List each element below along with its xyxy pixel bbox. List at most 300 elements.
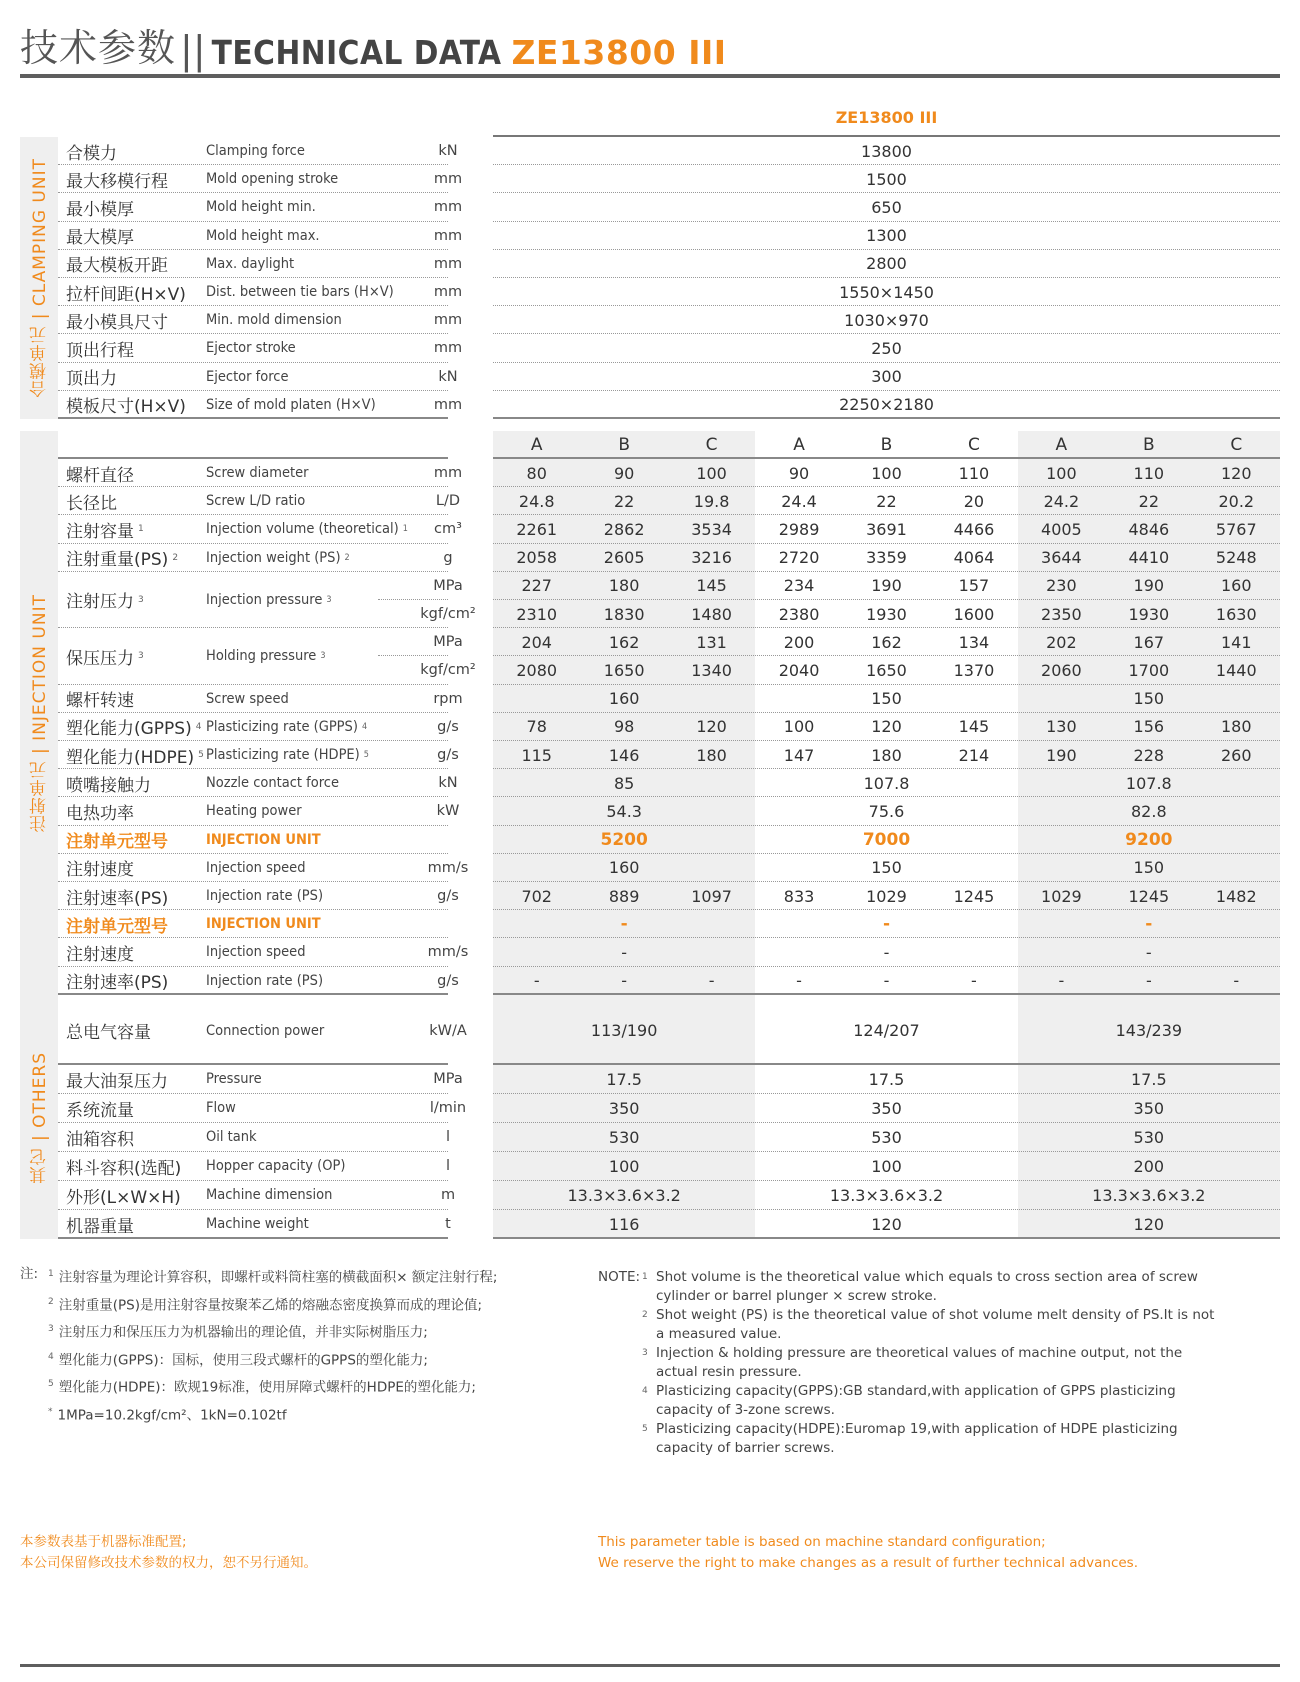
note-en-item [642, 1268, 1282, 1306]
row-unit: mm [433, 227, 463, 244]
row-label-zh-text: 最小模厚 [66, 199, 134, 220]
row-value: 2720 [778, 548, 820, 568]
screw-header: B [1142, 435, 1155, 455]
row-value: 200 [783, 632, 815, 652]
row-label-zh-text: 塑化能力(GPPS) [66, 719, 192, 740]
injection-row [58, 826, 1280, 854]
row-value: 120 [1133, 1214, 1165, 1234]
row-value: 1480 [691, 604, 732, 624]
footnote-ref: 5 [363, 750, 369, 761]
row-label-en [206, 769, 339, 797]
row-value: 833 [783, 886, 815, 906]
row-value: 2060 [1041, 660, 1082, 680]
row-label-en [206, 222, 320, 250]
note-number: 1 [642, 1272, 648, 1282]
section-label-clamping [20, 137, 58, 419]
row-value: 20.2 [1218, 491, 1255, 511]
row-label-en [206, 1210, 309, 1239]
row-unit: mm/s [427, 944, 469, 961]
note-zh-item [48, 1317, 608, 1345]
row-unit: t [445, 1216, 451, 1233]
row-label-en [206, 250, 294, 278]
clamping-row [58, 222, 1280, 250]
note-line: actual resin pressure. [656, 1364, 802, 1380]
injection-row [58, 882, 1280, 910]
note-number: 1 [48, 1269, 54, 1279]
note-number: 3 [48, 1324, 54, 1334]
others-row [58, 1152, 1280, 1181]
row-label-en [206, 713, 367, 741]
note-number: * [48, 1406, 53, 1417]
injection-row [58, 797, 1280, 825]
row-value: 54.3 [606, 801, 642, 821]
section-label-injection-text: 注射单元 | INJECTION UNIT [29, 593, 50, 833]
row-label-zh-text: 最大模厚 [66, 228, 134, 249]
row-label-en [206, 797, 302, 825]
row-unit: kN [438, 775, 458, 792]
row-label-en-text: Plasticizing rate (HDPE) [206, 747, 360, 764]
row-value: 147 [783, 745, 815, 765]
others-row [58, 1094, 1280, 1123]
injection-row [58, 544, 1280, 572]
row-unit: kW/A [429, 1022, 467, 1039]
row-label-zh [66, 628, 144, 684]
row-value: - [533, 971, 540, 991]
row-value: 1440 [1215, 660, 1257, 680]
row-value: - [1145, 914, 1153, 935]
row-value: 157 [958, 576, 990, 596]
row-label-zh-text: 注射单元型号 [66, 916, 168, 937]
row-unit: kN [438, 143, 458, 160]
title-zh: 技术参数 [20, 26, 177, 70]
row-value: 2040 [778, 660, 820, 680]
note-number: 3 [642, 1348, 648, 1358]
row-unit: m [440, 1187, 456, 1204]
clamping-row [58, 250, 1280, 278]
row-label-zh [66, 741, 204, 769]
injection-row [58, 938, 1280, 966]
screw-header: C [968, 435, 980, 455]
row-value: - [621, 971, 628, 991]
note-number: 5 [642, 1424, 648, 1434]
row-value: 100 [783, 717, 815, 737]
row-label-en [206, 997, 324, 1065]
row-value: - [1058, 971, 1065, 991]
row-label-en-text: Injection speed [206, 859, 306, 876]
row-label-en-text: Connection power [206, 1022, 325, 1039]
row-unit: MPa [433, 577, 463, 594]
screw-header: A [1055, 435, 1068, 455]
injection-row [58, 628, 1280, 684]
row-label-en [206, 334, 296, 362]
others-row [58, 1123, 1280, 1152]
footnote-ref: 1 [138, 524, 144, 535]
row-value: 2380 [778, 604, 820, 624]
row-label-en-text: Plasticizing rate (GPPS) [206, 718, 358, 735]
row-label-zh-text: 注射单元型号 [66, 832, 168, 853]
footnote-ref: 2 [172, 552, 179, 563]
row-label-zh-text: 螺杆直径 [66, 465, 134, 486]
row-value: 4410 [1128, 548, 1170, 568]
row-label-zh-text: 机器重量 [66, 1216, 134, 1237]
row-value: 702 [521, 886, 552, 906]
row-value: 160 [608, 689, 640, 709]
note-text: 塑化能力(GPPS)：国标，使用三段式螺杆的GPPS的塑化能力; [58, 1352, 428, 1368]
row-value: 2080 [516, 660, 558, 680]
row-label-zh [66, 137, 117, 165]
row-label-zh-text: 模板尺寸(H×V) [66, 397, 186, 418]
row-label-zh [66, 910, 168, 938]
row-value: 2605 [603, 548, 645, 568]
row-label-zh-text: 最大模板开距 [66, 256, 168, 277]
row-label-zh [66, 797, 134, 825]
row-value: 180 [871, 745, 902, 765]
row-unit: mm [433, 284, 463, 301]
note-line: Shot volume is the theoretical value which equals to cross section area of screw [656, 1269, 1198, 1285]
row-label-zh [66, 1094, 134, 1123]
note-line: cylinder or barrel plunger × screw stroke. [656, 1288, 937, 1304]
row-label-zh-text: 顶出行程 [66, 340, 134, 361]
row-label-zh-text: 注射容量 [66, 521, 134, 542]
note-line: a measured value. [656, 1326, 782, 1342]
row-value: 1650 [603, 660, 645, 680]
row-value: - [708, 971, 715, 991]
row-label-zh [66, 222, 134, 250]
injection-row [58, 854, 1280, 882]
row-label-en [206, 1123, 257, 1152]
row-value: 250 [871, 338, 902, 358]
row-label-zh [66, 854, 134, 882]
injection-row [58, 487, 1280, 515]
section-gap [20, 419, 58, 431]
bottom-rule [20, 1664, 1280, 1667]
row-label-zh [66, 459, 134, 487]
row-label-en-text: Max. daylight [206, 255, 295, 272]
row-label-zh-text: 料斗容积(选配) [66, 1158, 182, 1179]
row-value: - [621, 942, 628, 962]
row-value: 2989 [778, 519, 820, 539]
clamping-row [58, 278, 1280, 306]
row-label-en-text: Nozzle contact force [206, 775, 339, 792]
footnote-ref: 3 [326, 594, 332, 605]
screw-header-row [58, 431, 1280, 459]
note-line: capacity of barrier screws. [656, 1440, 835, 1456]
row-value: 190 [871, 576, 902, 596]
row-value: 145 [958, 717, 990, 737]
row-value: 7000 [862, 829, 911, 850]
clamping-row [58, 306, 1280, 334]
row-label-en-text: Screw diameter [206, 465, 309, 482]
row-label-en [206, 544, 350, 572]
row-label-en-text: Machine dimension [206, 1187, 333, 1204]
notes-zh-label: 注: [20, 1266, 39, 1282]
row-rule-label [58, 993, 448, 995]
row-value: 120 [871, 1214, 902, 1234]
row-value: 1029 [866, 886, 907, 906]
row-label-en-text: Screw speed [206, 690, 289, 707]
row-value: 24.8 [518, 491, 555, 511]
section-label-injection [20, 431, 58, 995]
row-label-zh-text: 注射速率(PS) [66, 888, 169, 909]
row-label-en [206, 628, 325, 684]
row-value: 90 [613, 463, 635, 483]
row-label-en-text: Mold opening stroke [206, 171, 339, 188]
row-label-en-text: Clamping force [206, 143, 305, 160]
note-zh-item [48, 1262, 608, 1290]
row-label-en-text: Injection volume (theoretical) [206, 521, 399, 538]
section-label-others [20, 997, 58, 1239]
title-en: TECHNICAL DATA [211, 33, 502, 72]
row-unit: L/D [435, 493, 461, 510]
row-value: 228 [1133, 745, 1165, 765]
row-label-en [206, 487, 305, 515]
row-value: 90 [788, 463, 810, 483]
row-label-zh-text: 系统流量 [66, 1100, 134, 1121]
footnote-ref: 3 [320, 651, 326, 662]
note-en-item [642, 1344, 1282, 1382]
row-value: 200 [1133, 1156, 1165, 1176]
row-label-en-text: Injection pressure [206, 591, 323, 608]
row-value: 1340 [691, 660, 732, 680]
row-value: 180 [1220, 717, 1252, 737]
row-value: 13.3×3.6×3.2 [567, 1185, 681, 1205]
row-value: 160 [1220, 576, 1252, 596]
row-label-en [206, 459, 308, 487]
footer-zh-line-1: 本参数表基于机器标准配置; [20, 1534, 187, 1550]
row-value: 4064 [953, 548, 995, 568]
row-value: 889 [608, 886, 640, 906]
row-label-en-text: Screw L/D ratio [206, 493, 306, 510]
row-label-zh [66, 193, 134, 221]
row-value: 24.4 [781, 491, 817, 511]
row-label-en-text: Ejector force [206, 368, 289, 385]
row-value: 227 [521, 576, 552, 596]
row-value: 131 [696, 632, 727, 652]
row-label-en [206, 741, 369, 769]
note-text: 塑化能力(HDPE)：欧规19标准，使用屏障式螺杆的HDPE的塑化能力; [58, 1379, 476, 1396]
row-label-zh-text: 螺杆转速 [66, 691, 134, 712]
row-label-en [206, 193, 316, 221]
row-value: 5767 [1215, 519, 1257, 539]
row-value: 190 [1046, 745, 1077, 765]
row-value: 17.5 [868, 1069, 905, 1089]
row-unit [413, 826, 483, 854]
footnote-ref: 5 [198, 750, 204, 761]
note-en-item [642, 1420, 1282, 1458]
row-value: - [882, 914, 891, 935]
row-label-zh [66, 769, 151, 797]
row-value: 100 [608, 1156, 640, 1176]
row-label-zh-text: 长径比 [66, 493, 117, 514]
row-value: 234 [783, 576, 815, 596]
row-value: - [971, 971, 977, 991]
screw-header: A [530, 435, 543, 455]
row-label-en-text: INJECTION UNIT [206, 831, 321, 848]
note-line: capacity of 3-zone screws. [656, 1402, 835, 1418]
note-number: 2 [48, 1296, 54, 1307]
screw-header: A [793, 435, 805, 455]
row-label-en-text: Injection rate (PS) [206, 972, 324, 989]
row-label-zh-text: 塑化能力(HDPE) [66, 747, 195, 768]
row-unit: mm [433, 340, 463, 357]
row-value: 156 [1133, 717, 1165, 737]
row-label-zh [66, 882, 168, 910]
footnote-ref: 2 [344, 552, 350, 563]
row-value: 1550×1450 [839, 282, 934, 302]
row-rule-values [493, 655, 1280, 656]
note-line: Plasticizing capacity(HDPE):Euromap 19,with application of HDPE plasticizing [656, 1421, 1178, 1437]
row-value: 300 [871, 367, 902, 387]
row-label-en [206, 1152, 345, 1181]
row-label-zh [66, 997, 151, 1065]
row-value: 2862 [603, 519, 645, 539]
note-number: 4 [642, 1386, 648, 1396]
row-label-en-text: Mold height max. [206, 227, 320, 244]
unit-rule [378, 599, 448, 600]
row-value: 530 [871, 1127, 902, 1147]
clamping-row [58, 363, 1280, 391]
row-value: 143/239 [1115, 1021, 1183, 1041]
row-unit: rpm [433, 690, 463, 707]
row-value: - [1233, 971, 1240, 991]
row-label-en [206, 967, 323, 995]
row-unit [413, 910, 483, 938]
row-label-zh [66, 306, 168, 334]
row-label-zh [66, 967, 168, 995]
row-value: 150 [871, 858, 902, 878]
clamping-row [58, 137, 1280, 165]
row-label-en [206, 137, 305, 165]
row-value: 1700 [1128, 660, 1170, 680]
footer-zh [20, 1532, 317, 1574]
note-text: 1MPa=10.2kgf/cm²、1kN=0.102tf [57, 1407, 287, 1423]
row-value: 17.5 [1131, 1069, 1167, 1089]
row-value: 162 [871, 632, 902, 652]
row-value: 82.8 [1131, 801, 1167, 821]
footnote-ref: 3 [138, 594, 144, 605]
row-unit: mm [433, 199, 463, 216]
row-unit: l [445, 1129, 451, 1146]
row-label-en [206, 572, 332, 628]
row-unit: g/s [437, 972, 459, 989]
injection-row [58, 572, 1280, 628]
row-value: 3534 [691, 519, 732, 539]
row-value: 22 [613, 491, 635, 511]
row-label-zh [66, 685, 134, 713]
row-rule-values [493, 1237, 1280, 1239]
row-label-zh [66, 1065, 168, 1094]
footnote-ref: 4 [361, 721, 368, 732]
row-label-en-text: Pressure [206, 1071, 262, 1088]
note-line: Plasticizing capacity(GPPS):GB standard,with application of GPPS plasticizing [656, 1383, 1176, 1399]
row-rule-label [58, 417, 448, 419]
row-value: 13.3×3.6×3.2 [1092, 1185, 1206, 1205]
row-value: 530 [608, 1127, 640, 1147]
model-column-header: ZE13800 III [835, 108, 938, 127]
row-value: 3691 [866, 519, 907, 539]
row-value: 3359 [866, 548, 907, 568]
row-label-en [206, 854, 306, 882]
row-label-zh-text: 最大油泵压力 [66, 1071, 168, 1092]
row-label-en-text: Injection weight (PS) [206, 549, 341, 566]
clamping-row [58, 193, 1280, 221]
row-value: 146 [608, 745, 640, 765]
row-value: 180 [608, 576, 640, 596]
row-label-en [206, 391, 376, 419]
row-value: 110 [1133, 463, 1165, 483]
screw-header: C [705, 435, 718, 455]
row-label-en-text: Flow [206, 1100, 236, 1117]
footer-en [598, 1532, 1138, 1574]
note-text: 注射重量(PS)是用注射容量按聚苯乙烯的熔融态密度换算而成的理论值; [58, 1297, 483, 1313]
row-label-en [206, 1181, 332, 1210]
row-value: - [1145, 942, 1152, 962]
row-value: 19.8 [693, 491, 730, 511]
row-label-zh-text: 外形(L×W×H) [66, 1187, 181, 1208]
row-value: 4846 [1128, 519, 1170, 539]
row-value: 1600 [953, 604, 995, 624]
row-label-zh [66, 572, 144, 628]
row-value: 214 [958, 745, 990, 765]
row-label-en [206, 278, 394, 306]
clamping-row [58, 334, 1280, 362]
section-label-others-text: 其它 | OTHERS [29, 1052, 50, 1184]
injection-row [58, 741, 1280, 769]
row-label-zh-text: 最大移模行程 [66, 171, 168, 192]
row-label-en-text: Holding pressure [206, 648, 317, 665]
injection-row [58, 685, 1280, 713]
row-label-en [206, 363, 288, 391]
row-value: 141 [1220, 632, 1252, 652]
row-value: 20 [963, 491, 985, 511]
row-label-zh [66, 544, 178, 572]
row-value: 650 [871, 197, 902, 217]
notes-en-label: NOTE: [598, 1269, 641, 1285]
row-label-zh-text: 拉杆间距(H×V) [66, 284, 186, 305]
row-value: 167 [1133, 632, 1165, 652]
row-value: 13800 [861, 141, 912, 161]
row-value: 1245 [953, 886, 995, 906]
footnote-ref: 4 [195, 721, 202, 732]
row-label-zh-text: 注射速率(PS) [66, 973, 169, 994]
row-value: 202 [1046, 632, 1077, 652]
row-label-zh [66, 515, 144, 543]
header-rule [20, 74, 1280, 78]
row-unit: kW [436, 803, 460, 820]
row-label-zh-text: 最小模具尺寸 [66, 312, 168, 333]
row-value: - [883, 971, 890, 991]
row-value: 80 [526, 463, 547, 483]
row-label-en [206, 826, 321, 854]
row-value: 98 [613, 717, 635, 737]
row-label-zh [66, 334, 134, 362]
note-zh-item [48, 1400, 608, 1428]
row-label-en-text: Injection speed [206, 944, 306, 961]
section-label-clamping-text: 合模单元 | CLAMPING UNIT [29, 158, 50, 398]
row-value: 2058 [516, 548, 558, 568]
row-unit: mm/s [427, 859, 469, 876]
row-value: 107.8 [1125, 773, 1172, 793]
row-value: 85 [613, 773, 635, 793]
footnote-ref: 1 [402, 524, 408, 535]
row-value: 116 [608, 1214, 640, 1234]
row-value: 100 [871, 463, 902, 483]
note-en-item [642, 1306, 1282, 1344]
row-value: 110 [958, 463, 990, 483]
others-row [58, 1065, 1280, 1094]
row-value: 100 [871, 1156, 902, 1176]
note-number: 2 [642, 1310, 648, 1320]
